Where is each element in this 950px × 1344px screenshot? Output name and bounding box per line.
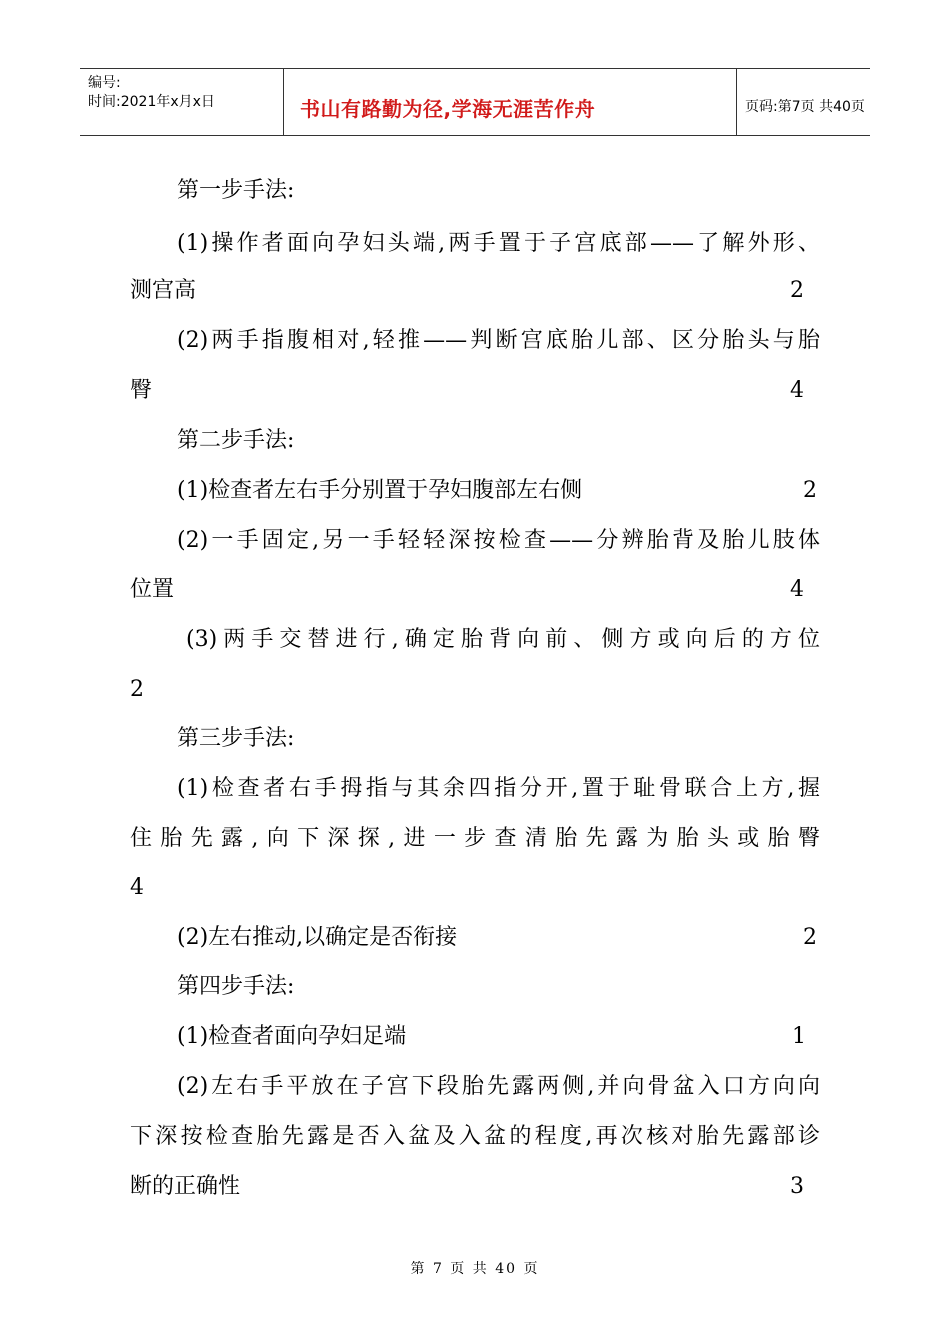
step4-item1-line1: (1)检查者面向孕妇足端 [177, 1024, 407, 1049]
step4-item1-score: 1 [792, 1024, 806, 1049]
motto-text: 书山有路勤为径,学海无涯苦作舟 [300, 97, 596, 121]
header-page-cell [737, 69, 870, 135]
step2-item2-line1: (2)一手固定,另一手轻轻深按检查——分辨胎背及胎儿肢体 [177, 528, 820, 553]
step3-item2-score: 2 [803, 925, 817, 950]
step3-title: 第三步手法: [177, 726, 295, 751]
header-motto-cell [284, 69, 737, 135]
step1-item2-score: 4 [790, 378, 804, 403]
step4-item2-line1: (2)左右手平放在子宫下段胎先露两侧,并向骨盆入口方向向 [177, 1074, 820, 1099]
step1-item2-line2: 臀 [130, 378, 153, 403]
step1-title: 第一步手法: [177, 178, 295, 203]
step4-item2-line2: 下深按检查胎先露是否入盆及入盆的程度,再次核对胎先露部诊 [130, 1124, 820, 1149]
step2-item3-line1: (3)两手交替进行,确定胎背向前、侧方或向后的方位 [186, 627, 820, 652]
page-footer: 第 7 页 共 40 页 [410, 1261, 540, 1277]
step3-item1-line1: (1)检查者右手拇指与其余四指分开,置于耻骨联合上方,握 [177, 776, 820, 801]
step2-item2-line2: 位置 [130, 577, 175, 602]
step2-item2-score: 4 [790, 577, 804, 602]
step1-item2-line1: (2)两手指腹相对,轻推——判断宫底胎儿部、区分胎头与胎 [177, 328, 820, 353]
step4-title: 第四步手法: [177, 974, 295, 999]
step3-item2-line1: (2)左右推动,以确定是否衔接 [177, 925, 458, 950]
step2-item1-line1: (1)检查者左右手分别置于孕妇腹部左右侧 [177, 478, 583, 503]
page-header [80, 68, 870, 136]
step4-item2-line3: 断的正确性 [130, 1174, 241, 1199]
step2-title: 第二步手法: [177, 428, 295, 453]
step2-item1-score: 2 [803, 478, 817, 503]
step1-item1-line1: (1)操作者面向孕妇头端,两手置于子宫底部——了解外形、 [177, 231, 820, 256]
page-label: 页码:第7页 共40页 [745, 99, 865, 115]
step3-item1-line2: 住胎先露,向下深探,进一步查清胎先露为胎头或胎臀 [130, 826, 820, 851]
step1-item1-line2: 测宫高 [130, 278, 197, 303]
date-label: 时间:2021年x月x日 [88, 94, 215, 110]
step1-item1-score: 2 [790, 278, 804, 303]
step3-item1-score: 4 [130, 875, 144, 900]
step4-item2-score: 3 [790, 1174, 804, 1199]
step2-item3-score: 2 [130, 677, 144, 702]
header-meta-cell [80, 69, 284, 135]
number-label: 编号: [88, 75, 121, 91]
